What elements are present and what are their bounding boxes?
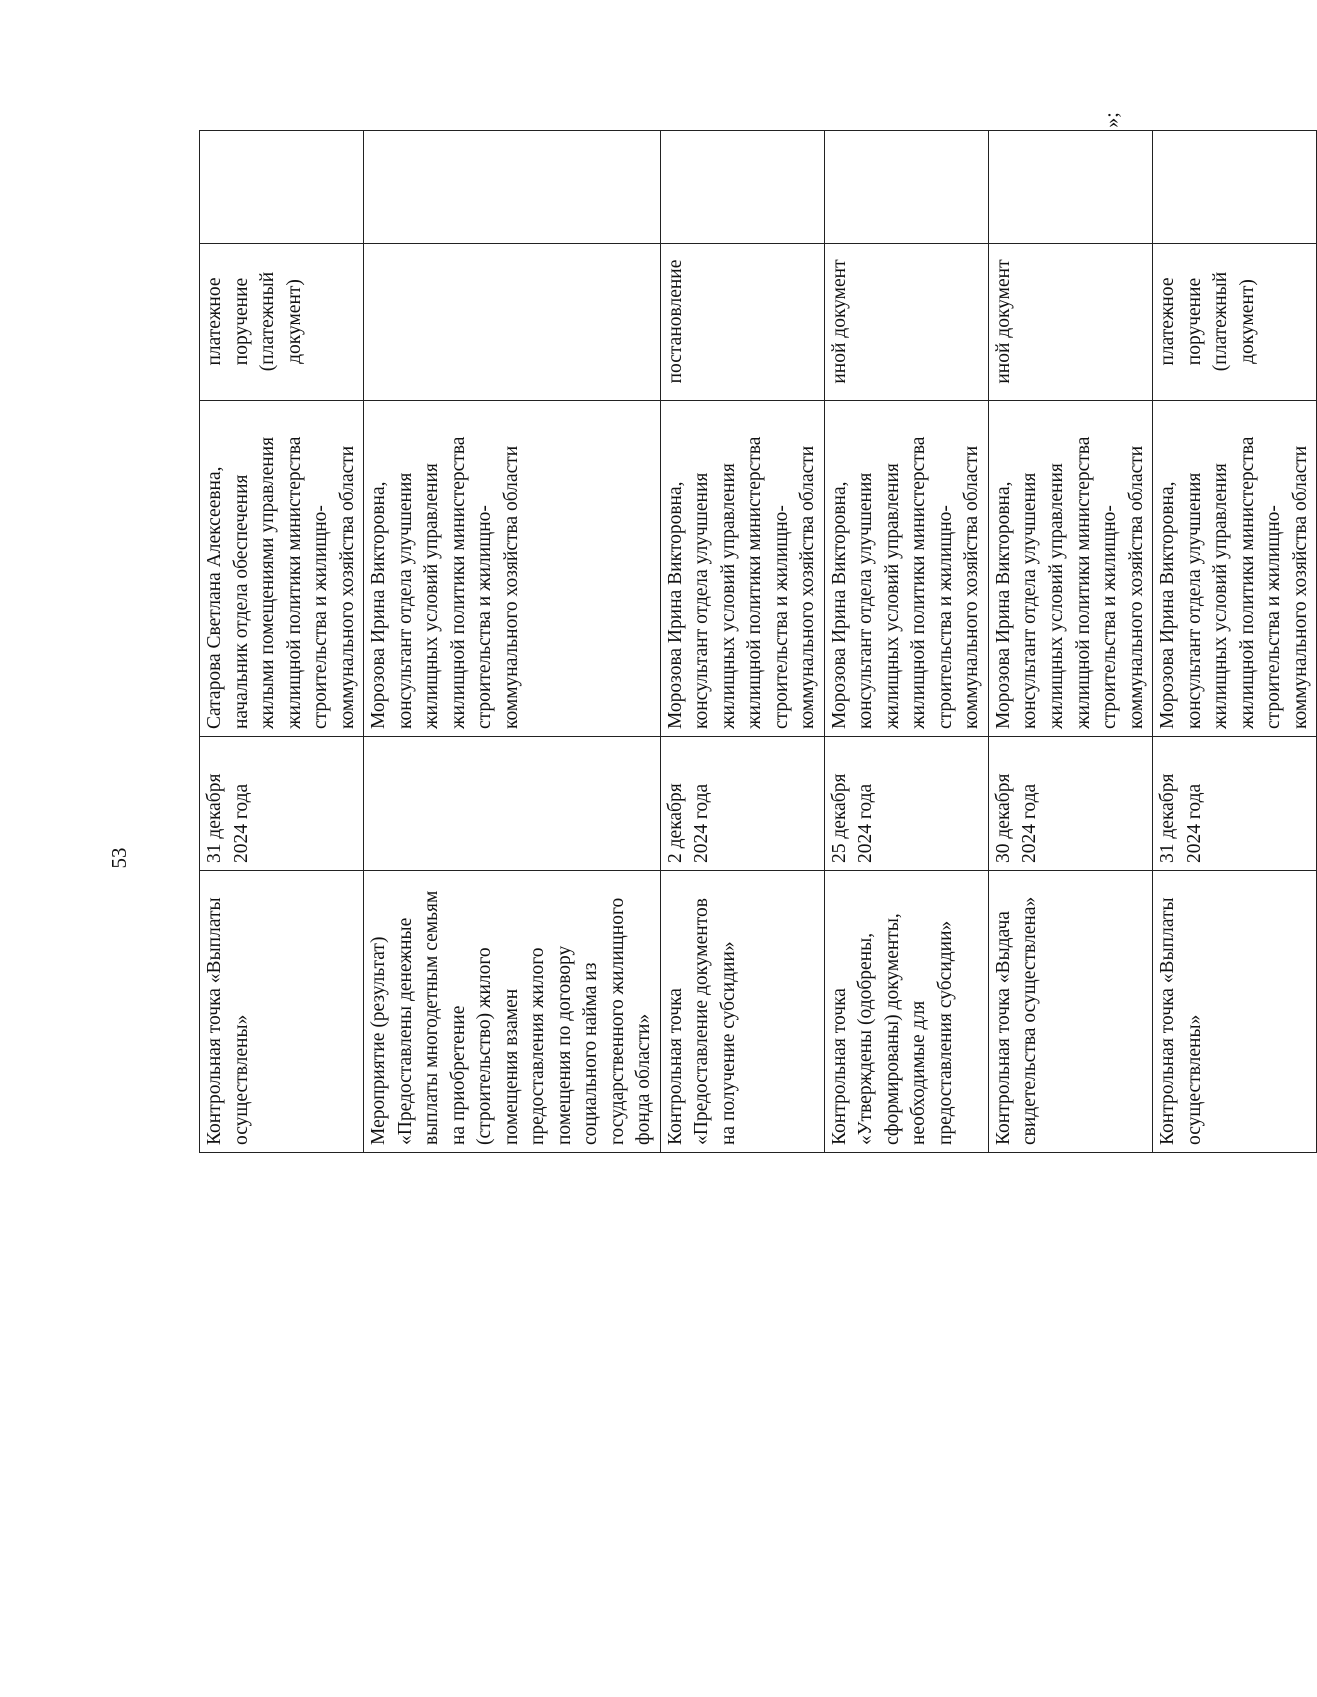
responsible-cell: Сатарова Светлана Алексеевна, начальник отдела обеспечения жилыми помещениями управления жилищной политики министерства строительства и жилищно-коммунального хозяйства области: [200, 401, 364, 737]
document-cell: платежное поручение (платежный документ): [200, 244, 364, 401]
extra-cell: [1153, 131, 1317, 244]
rotated-table-wrapper: [199, 131, 1311, 1153]
table-row: [824, 131, 988, 1153]
extra-cell: [200, 131, 364, 244]
date-cell: 31 декабря 2024 года: [200, 737, 364, 871]
table-row: [200, 131, 364, 1153]
responsible-cell: Морозова Ирина Викторовна, консультант отдела улучшения жилищных условий управления жилищной политики министерства строительства и жилищно-коммунального хозяйства области: [364, 401, 661, 737]
page-number: 53: [107, 847, 131, 869]
responsible-cell: Морозова Ирина Викторовна, консультант отдела улучшения жилищных условий управления жилищной политики министерства строительства и жилищно-коммунального хозяйства области: [824, 401, 988, 737]
date-cell: 30 декабря 2024 года: [988, 737, 1152, 871]
date-cell: 31 декабря 2024 года: [1153, 737, 1317, 871]
document-cell: иной документ: [988, 244, 1152, 401]
date-cell: 2 декабря 2024 года: [660, 737, 824, 871]
event-cell: Контрольная точка «Предоставление документов на получение субсидии»: [660, 871, 824, 1153]
document-cell: постановление: [660, 244, 824, 401]
document-cell: иной документ: [824, 244, 988, 401]
table-row: [364, 131, 661, 1153]
event-cell: Контрольная точка «Выплаты осуществлены»: [1153, 871, 1317, 1153]
control-points-table: [199, 130, 1317, 1153]
date-cell: 25 декабря 2024 года: [824, 737, 988, 871]
document-cell: платежное поручение (платежный документ): [1153, 244, 1317, 401]
extra-cell: [364, 131, 661, 244]
event-cell: Контрольная точка «Выдача свидетельства осуществлена»: [988, 871, 1152, 1153]
date-cell: [364, 737, 661, 871]
event-cell: Контрольная точка «Утверждены (одобрены, сформированы) документы, необходимые для предоставления субсидии»: [824, 871, 988, 1153]
event-cell: Мероприятие (результат) «Предоставлены денежные выплаты многодетным семьям на приобретение (строительство) жилого помещения взамен предоставления жилого помещения по договору социального найма из государственного жилищного фонда области»: [364, 871, 661, 1153]
extra-cell: [824, 131, 988, 244]
responsible-cell: Морозова Ирина Викторовна, консультант отдела улучшения жилищных условий управления жилищной политики министерства строительства и жилищно-коммунального хозяйства области: [988, 401, 1152, 737]
table-row: [1153, 131, 1317, 1153]
table-row: [988, 131, 1152, 1153]
responsible-cell: Морозова Ирина Викторовна, консультант отдела улучшения жилищных условий управления жилищной политики министерства строительства и жилищно-коммунального хозяйства области: [660, 401, 824, 737]
responsible-cell: Морозова Ирина Викторовна, консультант отдела улучшения жилищных условий управления жилищной политики министерства строительства и жилищно-коммунального хозяйства области: [1153, 401, 1317, 737]
closing-quote-mark: »;: [1101, 112, 1123, 128]
extra-cell: [988, 131, 1152, 244]
extra-cell: [660, 131, 824, 244]
table-row: [660, 131, 824, 1153]
document-cell: [364, 244, 661, 401]
event-cell: Контрольная точка «Выплаты осуществлены»: [200, 871, 364, 1153]
